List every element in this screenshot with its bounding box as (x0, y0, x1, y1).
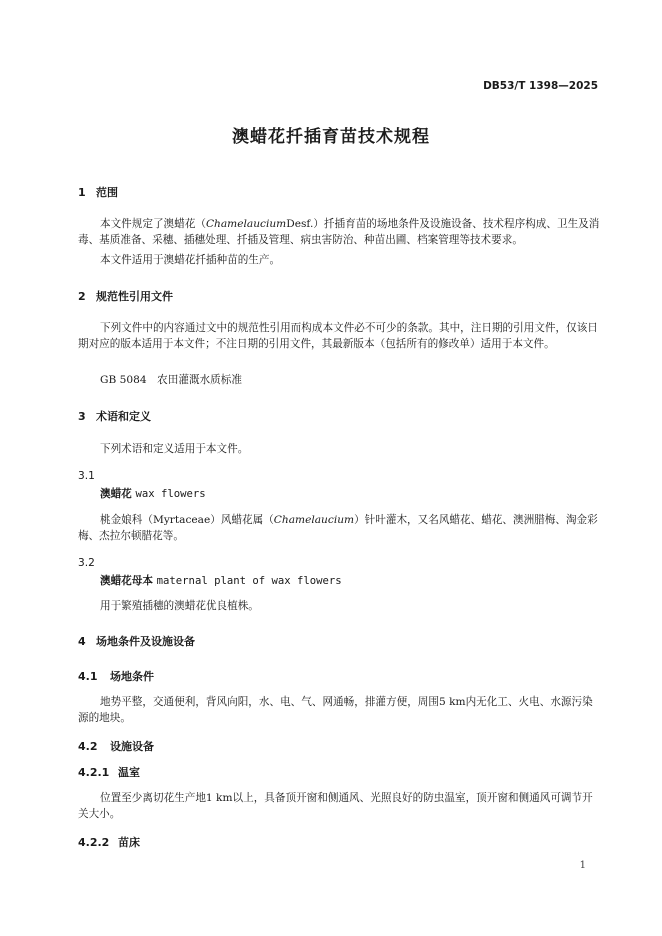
section-number: 4 (78, 635, 86, 648)
section-title: 场地条件及设施设备 (96, 635, 195, 648)
page-number: 1 (579, 860, 586, 871)
section-2-paragraph-1: 下列文件中的内容通过文中的规范性引用而构成本文件必不可少的条款。其中，注日期的引用文件，仅该日期对应的版本适用于本文件；不注日期的引用文件，其最新版本（包括所有的修改单）适用于本文件。 (78, 322, 598, 350)
section-title: 设施设备 (110, 740, 154, 753)
section-title: 苗床 (118, 836, 140, 849)
section-number: 4.2.2 (78, 836, 110, 849)
genus-italic: Chamelaucium (205, 218, 287, 230)
section-title: 温室 (118, 766, 140, 779)
section-title: 范围 (96, 186, 118, 199)
section-4-1-heading (78, 668, 154, 684)
section-number: 3 (78, 410, 86, 423)
genus-italic: Chamelaucium (273, 514, 355, 526)
term-3-1-number: 3.1 (78, 470, 95, 482)
section-1-paragraph-2: 本文件适用于澳蜡花扦插种苗的生产。 (100, 254, 281, 266)
section-title: 规范性引用文件 (96, 290, 173, 303)
section-4-2-heading (78, 738, 154, 754)
section-3-heading (78, 408, 151, 424)
text: 桃金娘科（Myrtaceae）风蜡花属（ (100, 514, 274, 526)
text: Desf.）扦插育苗的场地条件及设施设备、技术程序构成、卫生及消毒、基质准备、采穗、插穗处理、扦插及管理、病虫害防治、种苗出圃、档案管理等技术要求。 (78, 218, 600, 246)
document-id: DB53/T 1398—2025 (483, 80, 598, 92)
term-3-2-definition: 用于繁殖插穗的澳蜡花优良植株。 (100, 600, 259, 612)
term-zh: 澳蜡花 (100, 488, 132, 500)
text: ）针叶灌木，又名风蜡花、蜡花、澳洲腊梅、淘金彩梅、杰拉尔顿腊花等。 (78, 514, 598, 542)
section-number: 1 (78, 186, 86, 199)
section-4-heading (78, 633, 195, 649)
section-number: 4.1 (78, 670, 98, 683)
section-3-paragraph-1: 下列术语和定义适用于本文件。 (100, 443, 249, 455)
section-4-1-paragraph: 地势平整，交通便利，背风向阳，水、电、气、网通畅，排灌方便，周围5 km内无化工、火电、水源污染源的地块。 (78, 696, 593, 724)
section-4-2-1-paragraph: 位置至少离切花生产地1 km以上，具备顶开窗和侧通风、光照良好的防虫温室，顶开窗和侧通风可调节开关大小。 (78, 792, 593, 820)
term-en: wax flowers (135, 488, 206, 500)
section-title: 术语和定义 (96, 410, 151, 423)
term-zh: 澳蜡花母本 (100, 575, 153, 587)
section-1-heading (78, 184, 118, 200)
section-number: 4.2.1 (78, 766, 110, 779)
term-3-2-number: 3.2 (78, 557, 95, 569)
section-4-2-1-heading (78, 764, 140, 780)
section-title: 场地条件 (110, 670, 154, 683)
text: 本文件规定了澳蜡花（ (100, 218, 206, 230)
normative-reference: GB 5084 农田灌溉水质标准 (100, 374, 242, 386)
term-en: maternal plant of wax flowers (156, 575, 342, 587)
term-3-1-definition (78, 512, 600, 544)
section-4-2-2-heading (78, 834, 140, 850)
section-1-paragraph-1 (78, 216, 600, 248)
term-3-1 (100, 486, 206, 501)
section-number: 2 (78, 290, 86, 303)
section-number: 4.2 (78, 740, 98, 753)
section-2-heading (78, 288, 173, 304)
term-3-2 (100, 573, 342, 588)
document-title: 澳蜡花扦插育苗技术规程 (232, 127, 430, 147)
